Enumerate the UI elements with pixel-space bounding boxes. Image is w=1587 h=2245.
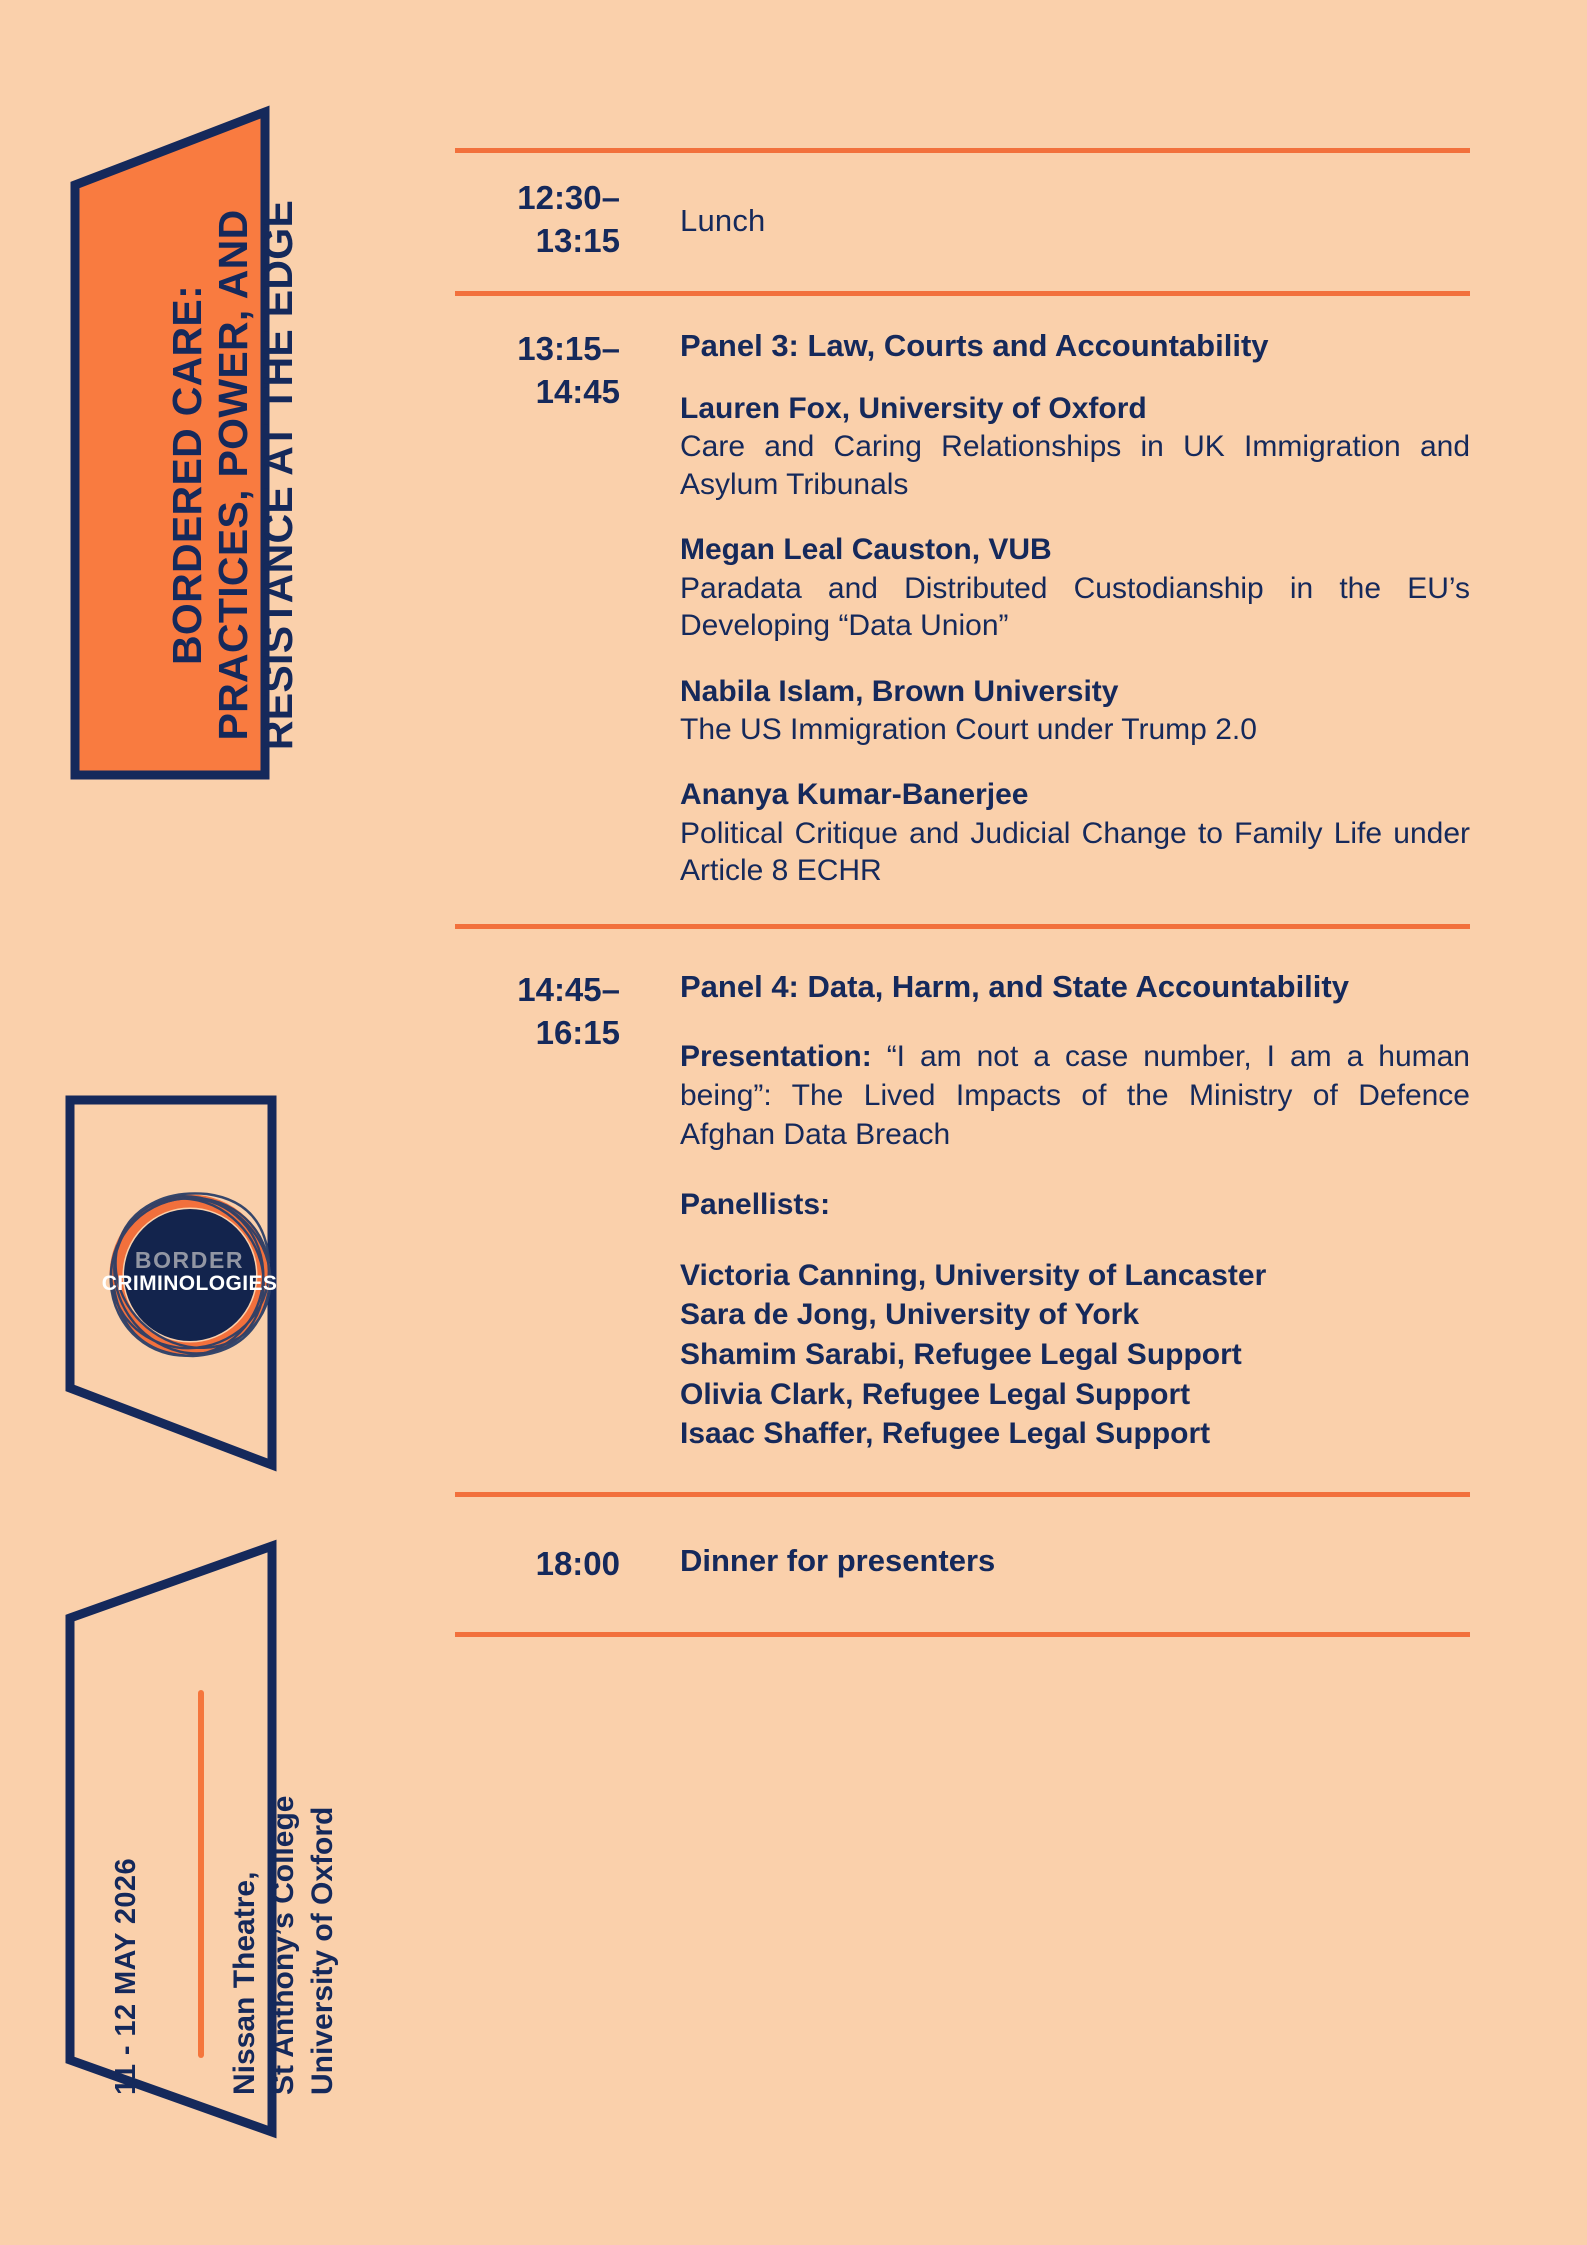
panellist-item: Shamim Sarabi, Refugee Legal Support bbox=[680, 1338, 1242, 1372]
time-panel-3 bbox=[455, 328, 620, 890]
panellists-label: Panellists: bbox=[680, 1187, 831, 1221]
title-line-1: BORDERED CARE: bbox=[163, 284, 210, 666]
schedule-row-lunch bbox=[455, 153, 1470, 291]
talk-item bbox=[680, 531, 1470, 644]
time-line-1: 12:30– bbox=[517, 179, 620, 216]
panel-heading: Panel 3: Law, Courts and Accountability bbox=[680, 327, 1269, 363]
talk-speaker: Lauren Fox, University of Oxford bbox=[680, 391, 1147, 425]
body-panel-3 bbox=[620, 328, 1470, 890]
title-line-3: RESISTANCE AT THE EDGE bbox=[255, 199, 302, 751]
time-dinner bbox=[455, 1543, 620, 1586]
panellists-list bbox=[680, 1256, 1470, 1454]
talk-speaker: Nabila Islam, Brown University bbox=[680, 674, 1119, 708]
body-dinner bbox=[620, 1543, 1470, 1586]
panellist-item: Olivia Clark, Refugee Legal Support bbox=[680, 1377, 1191, 1411]
panellist-item: Sara de Jong, University of York bbox=[680, 1298, 1140, 1332]
panellist-item: Victoria Canning, University of Lancaster bbox=[680, 1258, 1267, 1292]
conference-title bbox=[96, 155, 371, 795]
venue-address bbox=[225, 1796, 342, 2095]
time-line-1: 14:45– bbox=[517, 970, 620, 1008]
session-label-lunch: Lunch bbox=[680, 203, 766, 238]
talk-speaker: Megan Leal Causton, VUB bbox=[680, 533, 1052, 567]
divider-rule bbox=[455, 1632, 1470, 1637]
logo-line-1: BORDER bbox=[134, 1246, 245, 1273]
presentation-block bbox=[680, 1037, 1470, 1154]
date-venue-block bbox=[80, 1590, 380, 2120]
schedule-list bbox=[455, 0, 1470, 1637]
talk-item bbox=[680, 390, 1470, 503]
talk-title: Care and Caring Relationships in UK Immigration and Asylum Tribunals bbox=[680, 430, 1470, 501]
panel-heading: Panel 4: Data, Harm, and State Accountability bbox=[680, 968, 1349, 1004]
schedule-row-panel-4 bbox=[455, 929, 1470, 1492]
presentation-label: Presentation: bbox=[680, 1039, 872, 1073]
orange-divider bbox=[198, 1690, 204, 2058]
sidebar bbox=[0, 0, 420, 2245]
talk-speaker: Ananya Kumar-Banerjee bbox=[680, 778, 1029, 812]
presentation-text: “I am not a case number, I am a human being”: The Lived Impacts of the Ministry of Defence Afghan Data Breach bbox=[680, 1039, 1470, 1151]
border-criminologies-logo bbox=[97, 1180, 282, 1365]
conference-dates: 11 - 12 MAY 2026 bbox=[110, 1858, 142, 2095]
venue-line-2: St Anthony’s College bbox=[267, 1795, 300, 2095]
venue-line-1: Nissan Theatre, bbox=[228, 1871, 261, 2095]
talk-item bbox=[680, 776, 1470, 889]
time-line-2: 16:15 bbox=[535, 1013, 620, 1051]
talk-title: Political Critique and Judicial Change to Family Life under Article 8 ECHR bbox=[680, 816, 1470, 888]
schedule-row-dinner bbox=[455, 1497, 1470, 1632]
session-label-dinner: Dinner for presenters bbox=[680, 1542, 996, 1578]
time-panel-4 bbox=[455, 969, 620, 1454]
logo-rings-icon bbox=[97, 1180, 282, 1365]
time-lunch bbox=[455, 177, 620, 263]
venue-line-3: University of Oxford bbox=[306, 1806, 339, 2095]
logo-line-2: CRIMINOLOGIES bbox=[101, 1271, 278, 1295]
time-line-1: 18:00 bbox=[535, 1544, 620, 1582]
body-panel-4 bbox=[620, 969, 1470, 1454]
time-line-2: 13:15 bbox=[535, 221, 620, 259]
panellist-item: Isaac Shaffer, Refugee Legal Support bbox=[680, 1417, 1211, 1451]
talk-title: The US Immigration Court under Trump 2.0 bbox=[680, 712, 1257, 746]
talk-item bbox=[680, 673, 1470, 749]
talk-title: Paradata and Distributed Custodianship in the EU’s Developing “Data Union” bbox=[680, 571, 1470, 643]
schedule-row-panel-3 bbox=[455, 296, 1470, 924]
time-line-2: 14:45 bbox=[535, 372, 620, 410]
title-line-2: PRACTICES, POWER, AND bbox=[209, 209, 256, 741]
time-line-1: 13:15– bbox=[517, 329, 620, 367]
body-lunch bbox=[620, 177, 1470, 263]
